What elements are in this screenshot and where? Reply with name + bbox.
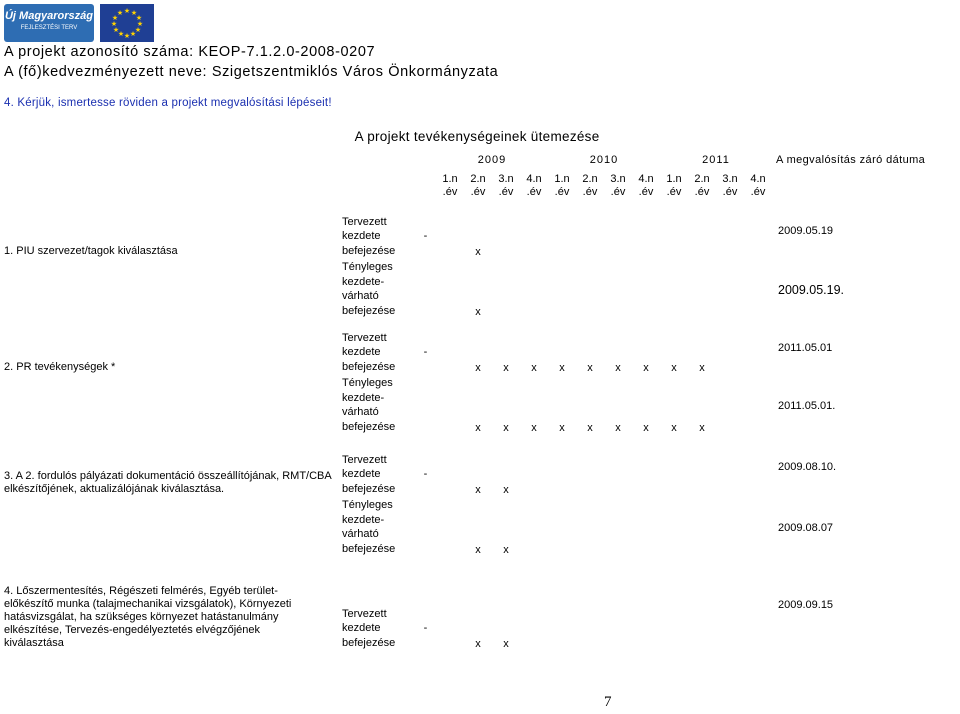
- schedule-type-cell: Tényleges kezdete- várható befejezése: [342, 499, 396, 555]
- svg-text:★: ★: [112, 26, 120, 34]
- quarter-mark-cell: x: [503, 638, 509, 650]
- quarter-mark-cell: [604, 202, 632, 260]
- quarter-mark-cell: [660, 558, 688, 652]
- quarter-header: 4.n .év: [750, 173, 766, 198]
- year-2010: 2010: [589, 154, 619, 166]
- quarter-mark-cell: x: [531, 422, 537, 434]
- quarter-mark-cell: x: [503, 362, 509, 374]
- activity-cell: [0, 498, 340, 558]
- quarter-mark-cell: [520, 202, 548, 260]
- quarter-header: 2.n .év: [694, 173, 710, 198]
- schedule-table: [0, 122, 960, 652]
- quarter-mark-cell: [716, 498, 744, 558]
- activity-cell: 4. Lőszermentesítés, Régészeti felmérés, Egyéb terület-előkészítő munka (talajmechanikai vizsgálatok), Környezeti hatásvizsgálat, ha szükséges környezet hatástanulmány elkészítése, Tervezés-engedélyeztetés elvégzőjének kiválasztása: [4, 585, 292, 649]
- schedule-type-cell: Tervezett kezdete -befejezése: [342, 453, 428, 495]
- table-row: [0, 498, 960, 558]
- quarter-mark-cell: [632, 558, 660, 652]
- quarter-mark-cell: x: [475, 638, 481, 650]
- quarter-header: 3.n .év: [498, 173, 514, 198]
- year-2011: 2011: [702, 154, 730, 166]
- quarter-mark-cell: [688, 202, 716, 260]
- quarter-mark-cell: [520, 260, 548, 320]
- activity-cell: 2. PR tevékenységek *: [4, 361, 116, 373]
- quarter-mark-cell: x: [475, 306, 481, 318]
- activity-cell: [0, 260, 340, 320]
- quarter-mark-cell: [716, 260, 744, 320]
- svg-text:★: ★: [116, 9, 124, 17]
- quarter-mark-cell: [660, 202, 688, 260]
- table-row: [0, 202, 960, 260]
- project-id-line: A projekt azonosító száma: KEOP-7.1.2.0-2008-0207: [4, 44, 376, 60]
- year-2009: 2009: [477, 154, 507, 166]
- svg-text:★: ★: [123, 7, 131, 15]
- quarter-mark-cell: x: [503, 422, 509, 434]
- table-row: [0, 376, 960, 436]
- quarter-mark-cell: x: [643, 422, 649, 434]
- quarter-mark-cell: [716, 320, 744, 376]
- quarter-mark-cell: [716, 558, 744, 652]
- closing-date-cell: 2011.05.01: [778, 342, 833, 354]
- quarter-mark-cell: x: [643, 362, 649, 374]
- svg-text:★: ★: [123, 32, 131, 40]
- quarter-mark-cell: [492, 260, 520, 320]
- quarter-mark-cell: [604, 558, 632, 652]
- quarter-mark-cell: x: [503, 484, 509, 496]
- quarter-mark-cell: [548, 498, 576, 558]
- svg-text:★: ★: [136, 20, 144, 28]
- schedule-type-cell: Tervezett kezdete -befejezése: [342, 215, 428, 257]
- quarter-mark-cell: [744, 376, 772, 436]
- quarter-mark-cell: x: [475, 246, 481, 258]
- closing-date-cell: 2009.08.10.: [778, 461, 837, 473]
- quarter-mark-cell: x: [475, 362, 481, 374]
- quarter-mark-cell: [576, 498, 604, 558]
- quarter-mark-cell: [604, 260, 632, 320]
- schedule-type-cell: Tervezett kezdete -befejezése: [342, 331, 428, 373]
- schedule-type-cell: Tervezett kezdete -befejezése: [342, 607, 428, 649]
- quarter-header: 2.n .év: [470, 173, 486, 198]
- quarter-mark-cell: [688, 260, 716, 320]
- quarter-mark-cell: [744, 202, 772, 260]
- activity-cell: [0, 376, 340, 436]
- eu-stars-icon: [100, 4, 154, 42]
- quarter-header: 4.n .év: [638, 173, 654, 198]
- quarter-mark-cell: [744, 320, 772, 376]
- quarter-mark-cell: [660, 260, 688, 320]
- quarter-mark-cell: x: [699, 422, 705, 434]
- svg-text:★: ★: [129, 30, 137, 38]
- schedule-type-cell: Tényleges kezdete- várható befejezése: [342, 377, 396, 433]
- quarter-mark-cell: x: [671, 362, 677, 374]
- quarter-mark-cell: [632, 498, 660, 558]
- quarter-mark-cell: x: [699, 362, 705, 374]
- quarter-mark-cell: x: [531, 362, 537, 374]
- logo-text: Új Magyarország: [4, 10, 94, 22]
- quarter-mark-cell: [632, 260, 660, 320]
- quarter-mark-cell: [744, 260, 772, 320]
- schedule-table-body: [0, 122, 960, 652]
- quarter-mark-cell: [716, 436, 744, 498]
- table-row: [0, 260, 960, 320]
- svg-text:★: ★: [130, 9, 138, 17]
- quarter-mark-cell: [548, 202, 576, 260]
- table-title-text: A projekt tevékenységeinek ütemezése: [354, 128, 600, 144]
- quarter-mark-cell: [604, 436, 632, 498]
- quarter-mark-cell: [436, 260, 464, 320]
- quarter-mark-cell: [660, 498, 688, 558]
- quarter-header: 4.n .év: [526, 173, 542, 198]
- quarter-mark-cell: x: [615, 362, 621, 374]
- svg-text:★: ★: [134, 26, 142, 34]
- quarter-mark-cell: [576, 436, 604, 498]
- quarter-mark-cell: x: [475, 544, 481, 556]
- quarter-header: 1.n .év: [442, 173, 458, 198]
- closing-date-cell: 2011.05.01.: [778, 400, 836, 412]
- table-row: [0, 558, 960, 652]
- quarter-mark-cell: x: [559, 422, 565, 434]
- quarter-mark-cell: [716, 202, 744, 260]
- logo-subtext: FEJLESZTÉSI TERV: [20, 25, 78, 31]
- svg-text:★: ★: [117, 30, 125, 38]
- closing-date-cell: 2009.09.15: [778, 599, 834, 611]
- quarter-mark-cell: [688, 498, 716, 558]
- quarter-mark-cell: [716, 376, 744, 436]
- quarter-mark-cell: [520, 498, 548, 558]
- quarter-mark-cell: x: [671, 422, 677, 434]
- table-row: [0, 436, 960, 498]
- svg-text:★: ★: [135, 14, 143, 22]
- quarter-mark-cell: [492, 202, 520, 260]
- quarter-mark-cell: x: [587, 362, 593, 374]
- closing-date-cell: 2009.05.19.: [778, 283, 845, 297]
- eu-flag-logo: [100, 4, 154, 42]
- quarter-mark-cell: x: [559, 362, 565, 374]
- quarter-mark-cell: [548, 260, 576, 320]
- quarter-mark-cell: [744, 436, 772, 498]
- svg-text:★: ★: [110, 20, 118, 28]
- quarter-mark-cell: [660, 436, 688, 498]
- quarter-mark-cell: [632, 436, 660, 498]
- table-title: [0, 122, 960, 150]
- closing-date-cell: 2009.05.19: [778, 225, 834, 237]
- closing-date-header: A megvalósítás záró dátuma: [776, 154, 926, 166]
- page-number: 7: [604, 694, 612, 710]
- quarter-mark-cell: [520, 436, 548, 498]
- table-row: [0, 320, 960, 376]
- quarter-mark-cell: [688, 436, 716, 498]
- quarter-header: 1.n .év: [666, 173, 682, 198]
- section-heading: 4. Kérjük, ismertesse röviden a projekt megvalósítási lépéseit!: [4, 97, 332, 109]
- beneficiary-line: A (fő)kedvezményezett neve: Szigetszentmiklós Város Önkormányzata: [4, 64, 499, 80]
- quarter-header: 1.n .év: [554, 173, 570, 198]
- quarter-mark-cell: [744, 498, 772, 558]
- quarter-mark-cell: [632, 202, 660, 260]
- quarter-mark-cell: x: [503, 544, 509, 556]
- quarter-mark-cell: x: [587, 422, 593, 434]
- quarter-mark-cell: [436, 320, 464, 376]
- quarter-mark-cell: [436, 202, 464, 260]
- quarter-mark-cell: [688, 558, 716, 652]
- quarter-header: 2.n .év: [582, 173, 598, 198]
- uj-magyarorszag-logo: [4, 4, 94, 42]
- quarter-mark-cell: [576, 202, 604, 260]
- quarter-mark-cell: [604, 498, 632, 558]
- quarter-mark-cell: [548, 436, 576, 498]
- activity-cell: 3. A 2. fordulós pályázati dokumentáció összeállítójának, RMT/CBA elkészítőjének, aktualizálójának kiválasztása.: [4, 470, 332, 495]
- quarter-header: 3.n .év: [722, 173, 738, 198]
- quarter-mark-cell: x: [475, 422, 481, 434]
- quarter-mark-cell: [436, 436, 464, 498]
- quarter-mark-cell: [436, 376, 464, 436]
- quarter-mark-cell: [576, 260, 604, 320]
- activity-cell: 1. PIU szervezet/tagok kiválasztása: [4, 245, 178, 257]
- quarter-mark-cell: x: [475, 484, 481, 496]
- quarter-mark-cell: [520, 558, 548, 652]
- quarter-mark-cell: [436, 498, 464, 558]
- quarter-mark-cell: [744, 558, 772, 652]
- quarter-header: 3.n .év: [610, 173, 626, 198]
- closing-date-cell: 2009.08.07: [778, 522, 834, 534]
- quarter-mark-cell: [576, 558, 604, 652]
- quarter-mark-cell: [436, 558, 464, 652]
- schedule-type-cell: Tényleges kezdete- várható befejezése: [342, 261, 396, 317]
- quarter-mark-cell: x: [615, 422, 621, 434]
- svg-text:★: ★: [111, 14, 119, 22]
- quarter-mark-cell: [548, 558, 576, 652]
